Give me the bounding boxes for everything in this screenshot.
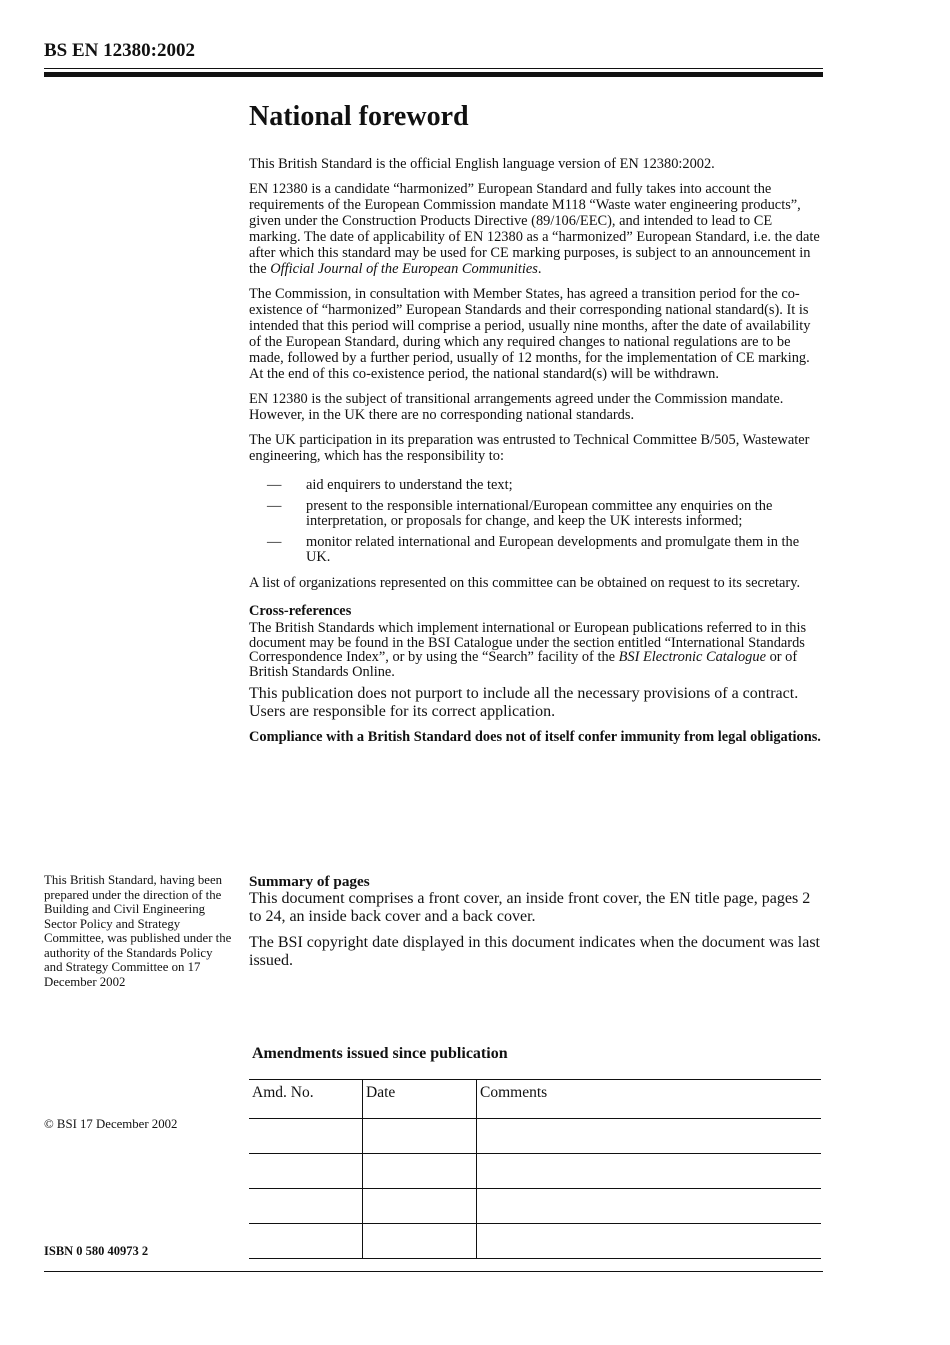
cross-references-heading: Cross-references [249,603,352,619]
table-cell [249,1119,363,1154]
paragraph-transition: The Commission, in consultation with Member States, has agreed a transition period for the co-existence of “harmonized” European Standards and their corresponding national standard(s). It is intended that this period will comprise a period, usually nine months, after the date of availability of the European Standard, during which any required changes to national regulations are to be made, followed by a further period, usually of 12 months, for the implementation of CE marking. At the end of this co-existence period, the national standard(s) will be withdrawn. [249,286,811,382]
table-row [249,1189,821,1224]
table-cell [249,1224,363,1259]
table-cell [249,1154,363,1189]
table-header-row [249,1080,821,1119]
column-header-date: Date [363,1080,477,1119]
cross-references-text: The British Standards which implement international or European publications referred to in this document may be found in the BSI Catalogue under the section entitled “International Standards Correspondence Index”, or by using the “Search” facility of the BSI Electronic Catalogue or of British Standards Online. [249,620,807,680]
isbn: ISBN 0 580 40973 2 [44,1244,149,1258]
table-cell [477,1189,822,1224]
footer-rule [44,1271,823,1272]
table-row [249,1119,821,1154]
table-row [249,1224,821,1259]
summary-heading: Summary of pages [249,873,370,890]
summary-pages-text: This document comprises a front cover, an inside front cover, the EN title page, pages 2 to 24, an inside back cover and a back cover. [249,890,811,925]
table-cell [249,1189,363,1224]
header-rule-thin [44,68,823,69]
list-item: — present to the responsible international/European committee any enquiries on the interpretation, or proposals for change, and keep the UK interests informed; [267,498,773,529]
page-title: National foreword [249,101,469,132]
column-header-amd-no: Amd. No. [249,1080,363,1119]
paragraph-transitional-arrangements: EN 12380 is the subject of transitional arrangements agreed under the Commission mandate. However, in the UK there are no corresponding national standards. [249,391,784,423]
paragraph-official-version: This British Standard is the official English language version of EN 12380:2002. [249,156,715,172]
summary-copyright-text: The BSI copyright date displayed in this document indicates when the document was last issued. [249,934,820,969]
list-item: — aid enquirers to understand the text; [267,477,513,493]
disclaimer-text: This publication does not purport to include all the necessary provisions of a contract. Users are responsible for its correct application. [249,685,799,720]
foreword-body [249,156,824,745]
paragraph-uk-participation: The UK participation in its preparation was entrusted to Technical Committee B/505, Wastewater engineering, which has the responsibility to: [249,432,810,464]
table-row [249,1154,821,1189]
list-item: — monitor related international and European developments and promulgate them in the UK. [267,534,800,565]
responsibility-list [249,478,824,565]
table-cell [363,1189,477,1224]
publication-note: This British Standard, having been prepared under the direction of the Building and Civil Engineering Sector Policy and Strategy Committee, was published under the authority of the Standards Policy and Strategy Committee on 17 December 2002 [44,873,232,989]
compliance-note: Compliance with a British Standard does not of itself confer immunity from legal obligations. [249,729,821,745]
copyright-notice: © BSI 17 December 2002 [44,1117,178,1131]
paragraph-harmonized: EN 12380 is a candidate “harmonized” European Standard and fully takes into account the requirements of the European Commission mandate M118 “Waste water engineering products”, given under the Construction Products Directive (89/106/EEC), and intended to lead to CE marking. The date of applicability of EN 12380 as a “harmonized” European Standard, i.e. the date after which this standard may be used for CE marking purposes, is subject to an announcement in the Official Journal of the European Communities. [249,181,820,277]
amendments-table [249,1079,821,1259]
table-cell [363,1154,477,1189]
table-cell [477,1224,822,1259]
summary-section [249,874,824,978]
header-rule-thick [44,72,823,77]
amendments-title: Amendments issued since publication [252,1045,508,1062]
column-header-comments: Comments [477,1080,822,1119]
table-cell [363,1224,477,1259]
document-code: BS EN 12380:2002 [44,40,195,61]
paragraph-organizations: A list of organizations represented on this committee can be obtained on request to its secretary. [249,575,801,591]
table-cell [363,1119,477,1154]
table-cell [477,1119,822,1154]
table-cell [477,1154,822,1189]
